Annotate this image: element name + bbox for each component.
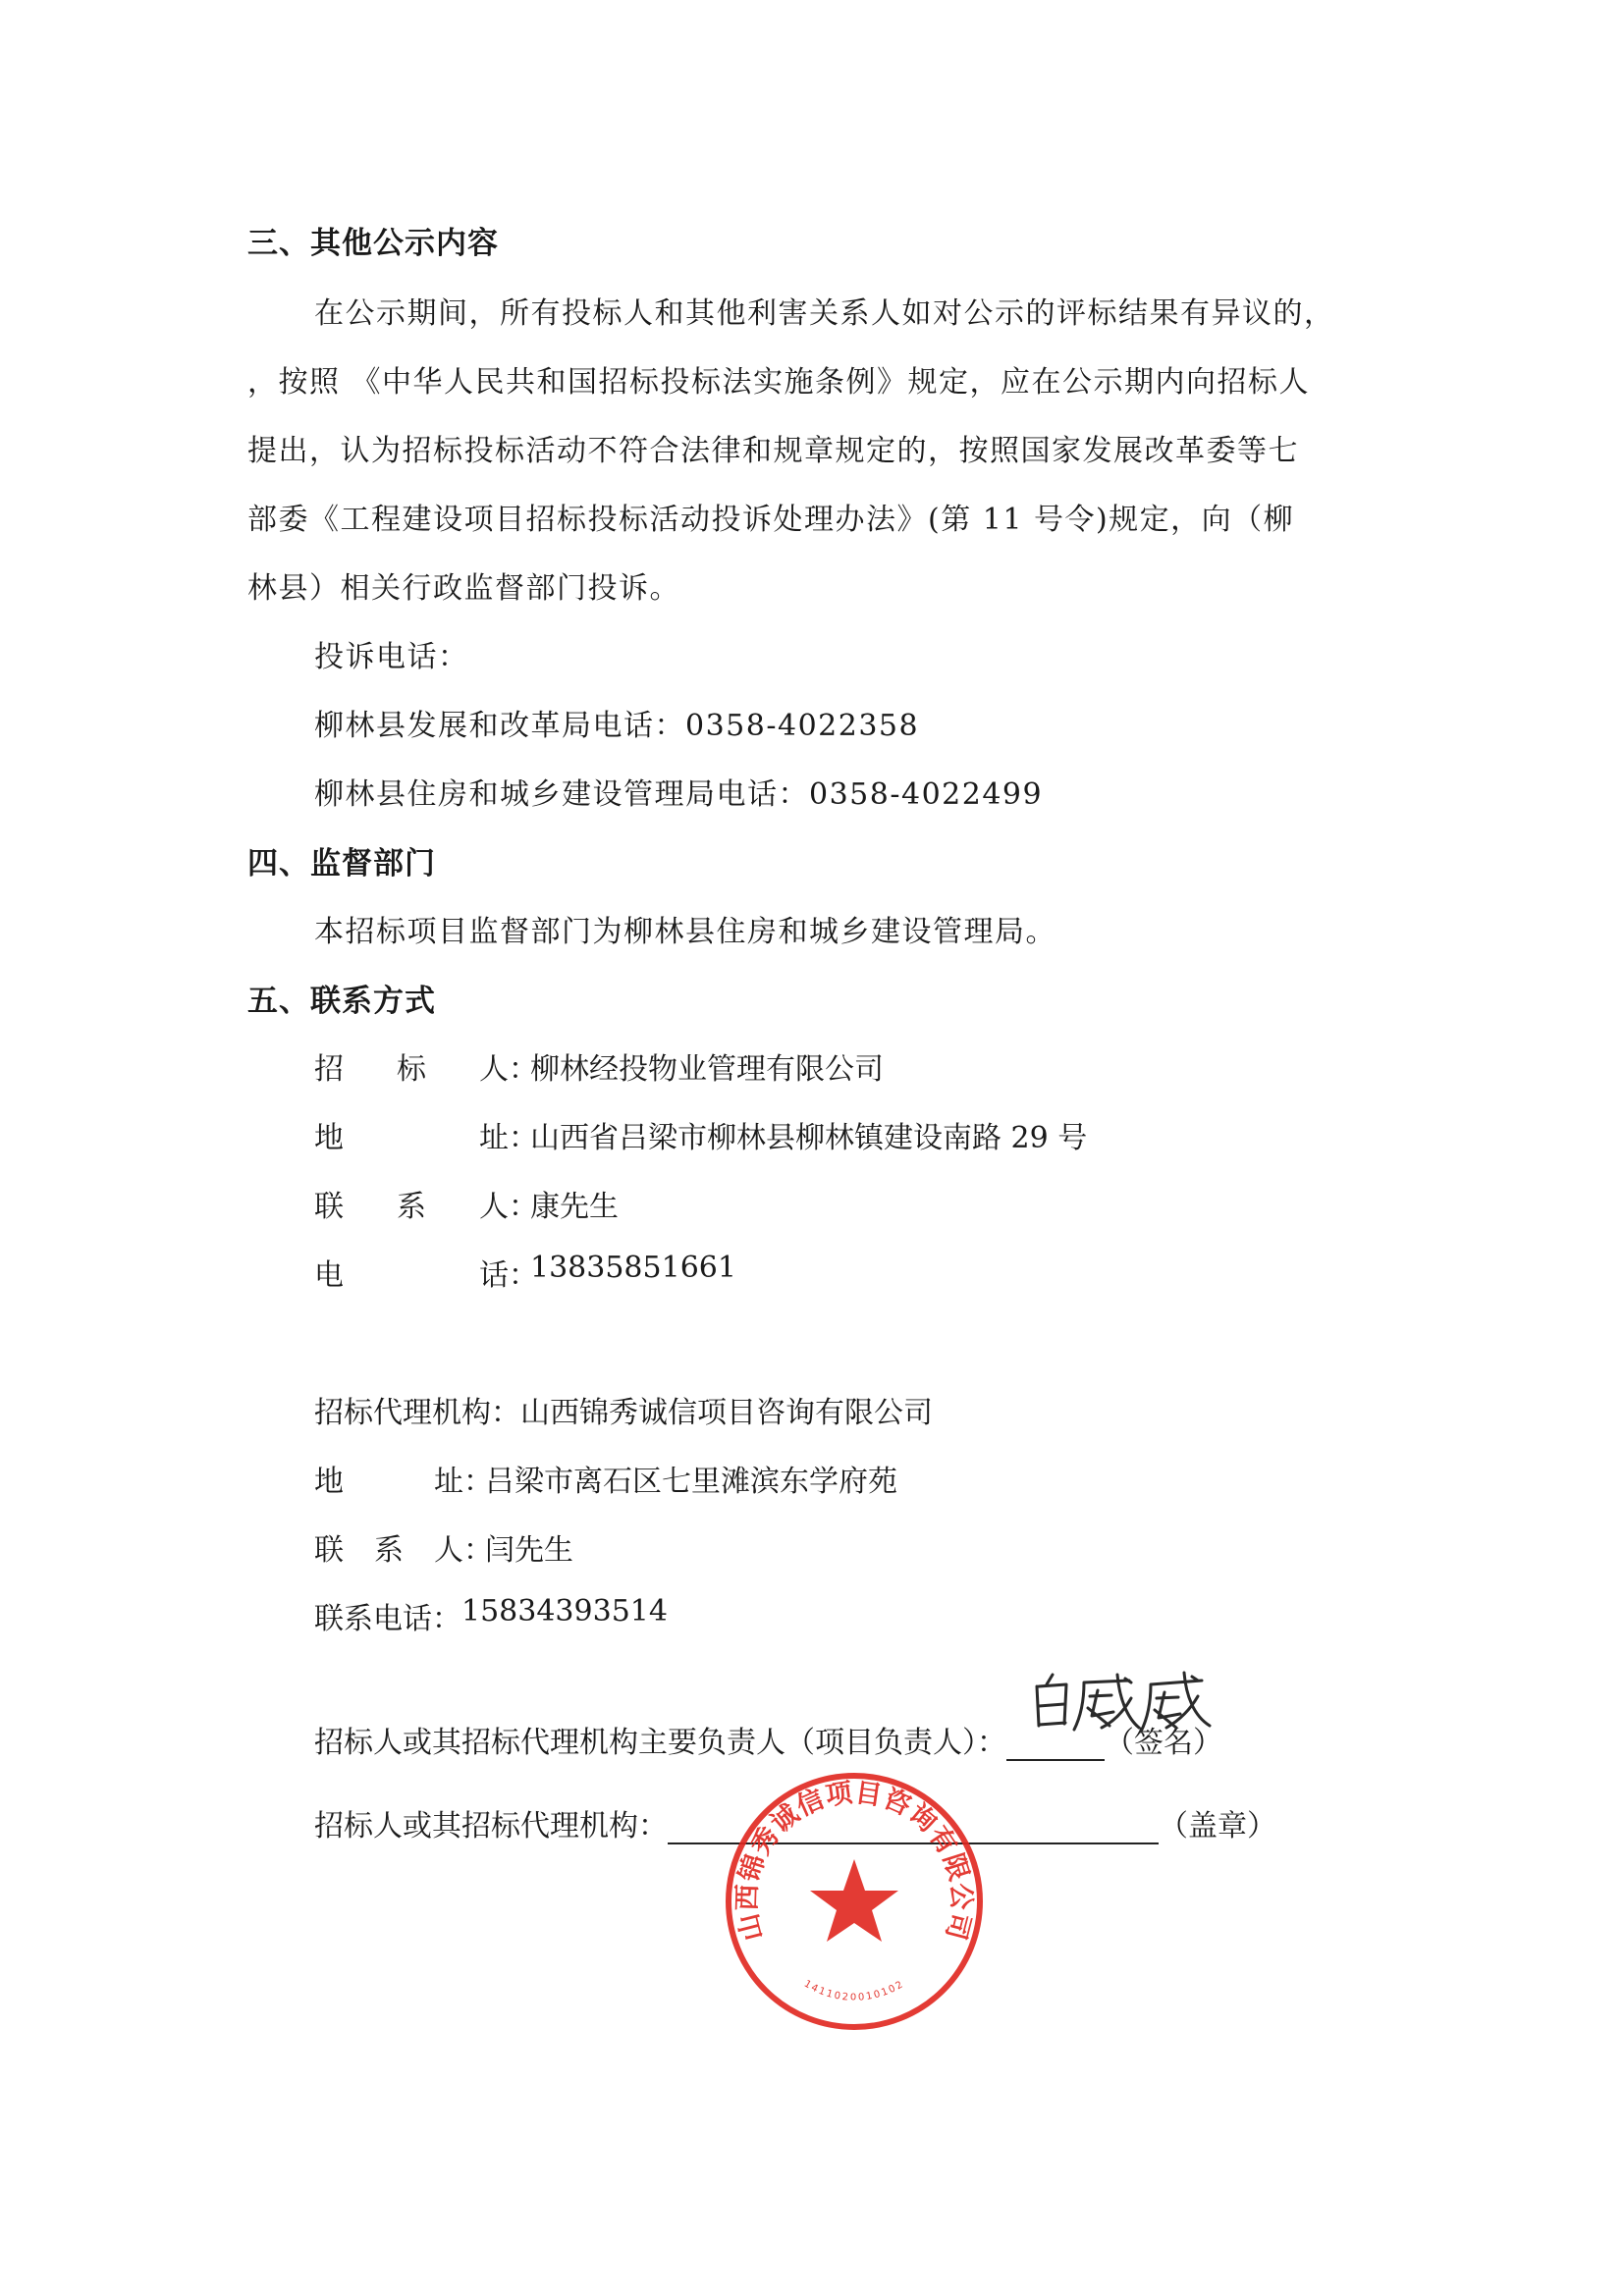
responsible-label: 招标人或其招标代理机构主要负责人（项目负责人）： [314,1726,1006,1760]
agency-phone: 15834393514 [461,1594,668,1629]
agency-name-label: 招标代理机构： [314,1396,520,1430]
tenderer-contact-row: 联 系 人 ： 康先生 [314,1182,619,1225]
agency-name-row [314,1388,933,1431]
svg-text:山西锦秀诚信项目咨询有限公司: 山西锦秀诚信项目咨询有限公司 [731,1777,977,1945]
tenderer-address: 山西省吕梁市柳林县柳林镇建设南路 29 号 [530,1121,1088,1155]
agency-address: 吕梁市离石区七里滩滨东学府苑 [485,1465,897,1499]
tenderer-address-label: 地 址 [314,1121,509,1155]
paragraph-line-1: 在公示期间，所有投标人和其他利害关系人如对公示的评标结果有异议的， [314,296,1335,331]
organization-suffix: （盖章） [1159,1809,1276,1843]
tenderer-phone-label: 电 话 [314,1258,509,1293]
tenderer-name-row: 招 标 人 ： 柳林经投物业管理有限公司 [314,1044,884,1088]
agency-contact: 闫先生 [485,1533,573,1568]
agency-address-row: 地 址 ： 吕梁市离石区七里滩滨东学府苑 [314,1457,897,1500]
agency-address-label: 地 址 [314,1465,463,1499]
tenderer-contact: 康先生 [530,1190,619,1224]
section-3-heading: 三、其他公示内容 [247,226,499,261]
paragraph-line-2: ，按照 《中华人民共和国招标投标法实施条例》规定，应在公示期内向招标人 [247,365,1311,400]
agency-contact-label: 联 系 人 [314,1533,463,1568]
tenderer-address-row: 地 址 ： 山西省吕梁市柳林县柳林镇建设南路 29 号 [314,1113,1087,1156]
paragraph-line-5: 林县）相关行政监督部门投诉。 [247,571,680,606]
agency-contact-row: 联 系 人 ： 闫先生 [314,1525,573,1569]
responsible-suffix: （签名） [1105,1726,1222,1760]
tenderer-phone-row: 电 话 ： 13835851661 [314,1251,736,1293]
complaint-phone-drc: 柳林县发展和改革局电话：0358-4022358 [314,709,920,743]
tenderer-label: 招 标 人 [314,1052,509,1087]
agency-phone-row [314,1594,668,1637]
supervision-text: 本招标项目监督部门为柳林县住房和城乡建设管理局。 [314,915,1056,949]
svg-text:1411020010102: 1411020010102 [801,1978,907,2003]
agency-name: 山西锦秀诚信项目咨询有限公司 [520,1396,933,1430]
handwritten-signature [1029,1669,1216,1737]
tenderer-phone: 13835851661 [530,1251,736,1285]
organization-label: 招标人或其招标代理机构： [314,1809,668,1843]
section-4-heading: 四、监督部门 [247,846,436,881]
complaint-phone-label: 投诉电话： [314,640,469,674]
complaint-phone-housing: 柳林县住房和城乡建设管理局电话：0358-4022499 [314,777,1044,812]
tenderer-name: 柳林经投物业管理有限公司 [530,1052,884,1087]
paragraph-line-3: 提出，认为招标投标活动不符合法律和规章规定的，按照国家发展改革委等七 [247,434,1299,468]
paragraph-line-4: 部委《工程建设项目招标投标活动投诉处理办法》(第 11 号令)规定，向（柳 [247,503,1295,537]
tenderer-contact-label: 联 系 人 [314,1190,509,1224]
agency-phone-label: 联系电话： [314,1602,461,1636]
section-5-heading: 五、联系方式 [247,984,436,1019]
company-seal [722,1769,987,2034]
